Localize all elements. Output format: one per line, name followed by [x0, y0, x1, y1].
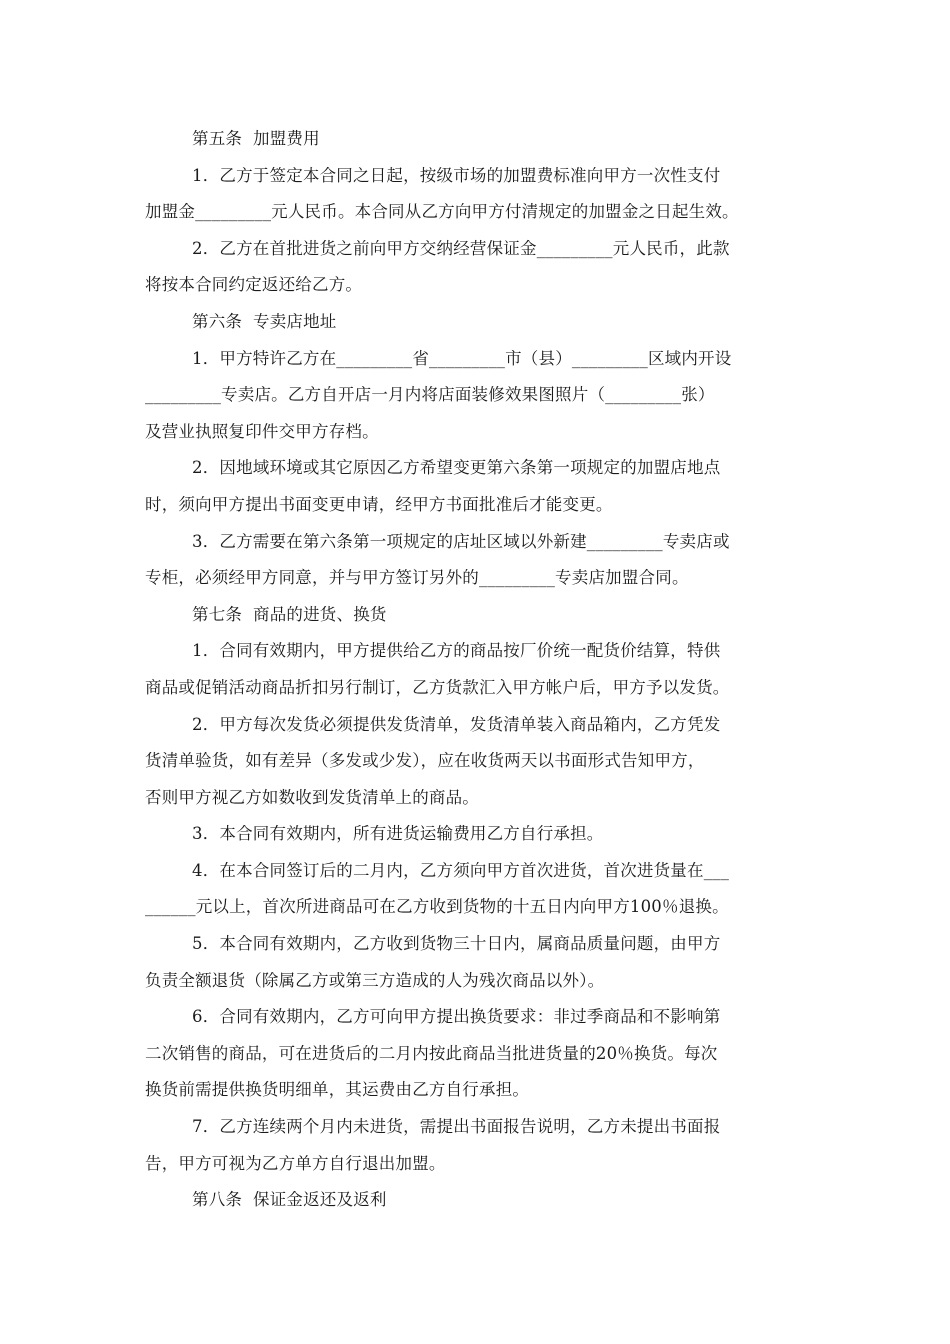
paragraph-line: 告，甲方可视为乙方单方自行退出加盟。 — [145, 1153, 446, 1173]
paragraph-line: 商品或促销活动商品折扣另行制订，乙方货款汇入甲方帐户后，甲方予以发货。 — [145, 677, 730, 697]
paragraph-line: 时，须向甲方提出书面变更申请，经甲方书面批准后才能变更。 — [145, 494, 613, 514]
paragraph-line: 换货前需提供换货明细单，其运费由乙方自行承担。 — [145, 1080, 530, 1100]
paragraph-line: 二次销售的商品，可在进货后的二月内按此商品当批进货量的20％换货。每次 — [145, 1043, 718, 1063]
paragraph-line: 3．本合同有效期内，所有进货运输费用乙方自行承担。 — [192, 824, 604, 844]
paragraph-line: 1．合同有效期内，甲方提供给乙方的商品按厂价统一配货价结算，特供 — [192, 641, 721, 661]
paragraph-line: 加盟金_________元人民币。本合同从乙方向甲方付清规定的加盟金之日起生效。 — [145, 202, 739, 222]
paragraph-line: 3．乙方需要在第六条第一项规定的店址区域以外新建_________专卖店或 — [192, 531, 730, 551]
paragraph-line: 5．本合同有效期内，乙方收到货物三十日内，属商品质量问题，由甲方 — [192, 934, 721, 954]
paragraph-line: 将按本合同约定返还给乙方。 — [145, 275, 363, 295]
paragraph-line: 2．因地域环境或其它原因乙方希望变更第六条第一项规定的加盟店地点 — [192, 458, 721, 478]
paragraph-line: 货清单验货，如有差异（多发或少发），应在收货两天以书面形式告知甲方， — [145, 751, 705, 771]
paragraph-line: 2．乙方在首批进货之前向甲方交纳经营保证金_________元人民币，此款 — [192, 238, 730, 258]
article-7-heading: 第七条 商品的进货、换货 — [192, 604, 387, 624]
paragraph-line: 2．甲方每次发货必须提供发货清单，发货清单装入商品箱内，乙方凭发 — [192, 714, 721, 734]
paragraph-line: 1．乙方于签定本合同之日起，按级市场的加盟费标准向甲方一次性支付 — [192, 165, 721, 185]
paragraph-line: 负责全额退货（除属乙方或第三方造成的人为残次商品以外）。 — [145, 970, 605, 990]
paragraph-line: 专柜，必须经甲方同意，并与甲方签订另外的_________专卖店加盟合同。 — [145, 568, 689, 588]
paragraph-line: 7．乙方连续两个月内未进货，需提出书面报告说明，乙方未提出书面报 — [192, 1117, 721, 1137]
document-body — [145, 121, 815, 1219]
article-8-heading: 第八条 保证金返还及返利 — [192, 1190, 387, 1210]
paragraph-line: 4．在本合同签订后的二月内，乙方须向甲方首次进货，首次进货量在___ — [192, 860, 730, 880]
article-6-heading: 第六条 专卖店地址 — [192, 311, 337, 331]
paragraph-line: 及营业执照复印件交甲方存档。 — [145, 421, 379, 441]
paragraph-line: 1．甲方特许乙方在_________省_________市（县）_________区域内开设 — [192, 348, 732, 368]
paragraph-line: _________专卖店。乙方自开店一月内将店面装修效果图照片（_________张） — [145, 385, 715, 405]
paragraph-line: ______元以上，首次所进商品可在乙方收到货物的十五日内向甲方100％退换。 — [145, 897, 729, 917]
paragraph-line: 否则甲方视乙方如数收到发货清单上的商品。 — [145, 787, 479, 807]
paragraph-line: 6．合同有效期内，乙方可向甲方提出换货要求：非过季商品和不影响第 — [192, 1007, 721, 1027]
article-5-heading: 第五条 加盟费用 — [192, 129, 320, 148]
